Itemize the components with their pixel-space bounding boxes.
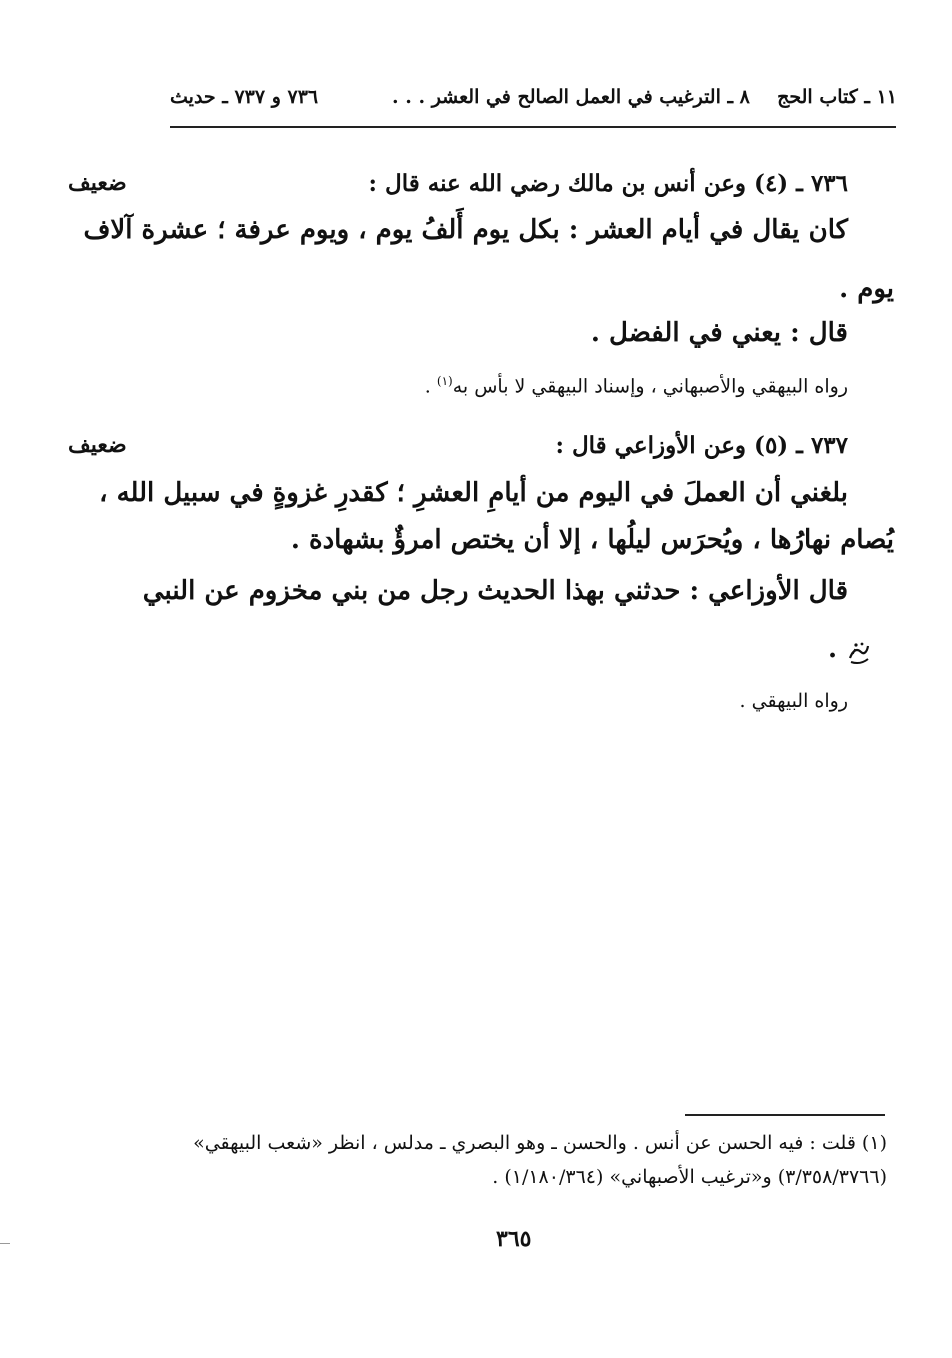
hadith-737-text-line1: بلغني أن العملَ في اليوم من أيامِ العشرِ ؛ كقدرِ غزوةٍ في سبيل الله ،	[99, 478, 848, 508]
footnote-rule	[685, 1114, 885, 1116]
page-number: ٣٦٥	[496, 1226, 532, 1252]
header-chapter: ١١ ـ كتاب الحج	[777, 86, 897, 108]
hadith-736-intro: ٧٣٦ ـ (٤) وعن أنس بن مالك رضي الله عنه قال :	[368, 170, 848, 197]
hadith-736-text-line1: كان يقال في أيام العشر : بكل يوم أَلفُ يوم ، ويوم عرفة ؛ عشرة آلاف	[83, 215, 848, 245]
header-section: ٨ ـ الترغيب في العمل الصالح في العشر . . .	[392, 86, 750, 108]
hadith-737-note-line2: .	[828, 634, 838, 664]
hadith-736-text-line2: يوم .	[839, 274, 894, 304]
header-hadith-range: ٧٣٦ و ٧٣٧ ـ حديث	[170, 86, 319, 108]
hadith-737-text-line2: يُصام نهارُها ، ويُحرَس ليلُها ، إلا أن يختص امرؤٌ بشهادة .	[290, 525, 894, 555]
footnote-line2: (٣/٣٥٨/٣٧٦٦) و«ترغيب الأصبهاني» (١/١٨٠/٣٦٤) .	[492, 1166, 887, 1188]
hadith-736-source-text: رواه البيهقي والأصبهاني ، وإسناد البيهقي لا بأس به	[452, 375, 848, 398]
grade-badge-736: ضعيف	[68, 170, 127, 196]
salawat-ornament-icon	[847, 640, 871, 666]
hadith-736-note: قال : يعني في الفضل .	[590, 318, 848, 348]
footnote-ref-1[interactable]: (١)	[436, 374, 453, 388]
footnote-line1: (١) قلت : فيه الحسن عن أنس . والحسن ـ وهو البصري ـ مدلس ، انظر «شعب البيهقي»	[193, 1132, 887, 1154]
hadith-737-intro: ٧٣٧ ـ (٥) وعن الأوزاعي قال :	[555, 432, 848, 459]
header-rule	[170, 126, 896, 128]
grade-badge-737: ضعيف	[68, 432, 127, 458]
hadith-737-source: رواه البيهقي .	[739, 690, 848, 712]
hadith-737-note-line1: قال الأوزاعي : حدثني بهذا الحديث رجل من بني مخزوم عن النبي	[142, 576, 848, 606]
scan-speck	[0, 1243, 10, 1244]
hadith-736-source	[425, 374, 848, 397]
hadith-736-source-end: .	[424, 375, 437, 398]
